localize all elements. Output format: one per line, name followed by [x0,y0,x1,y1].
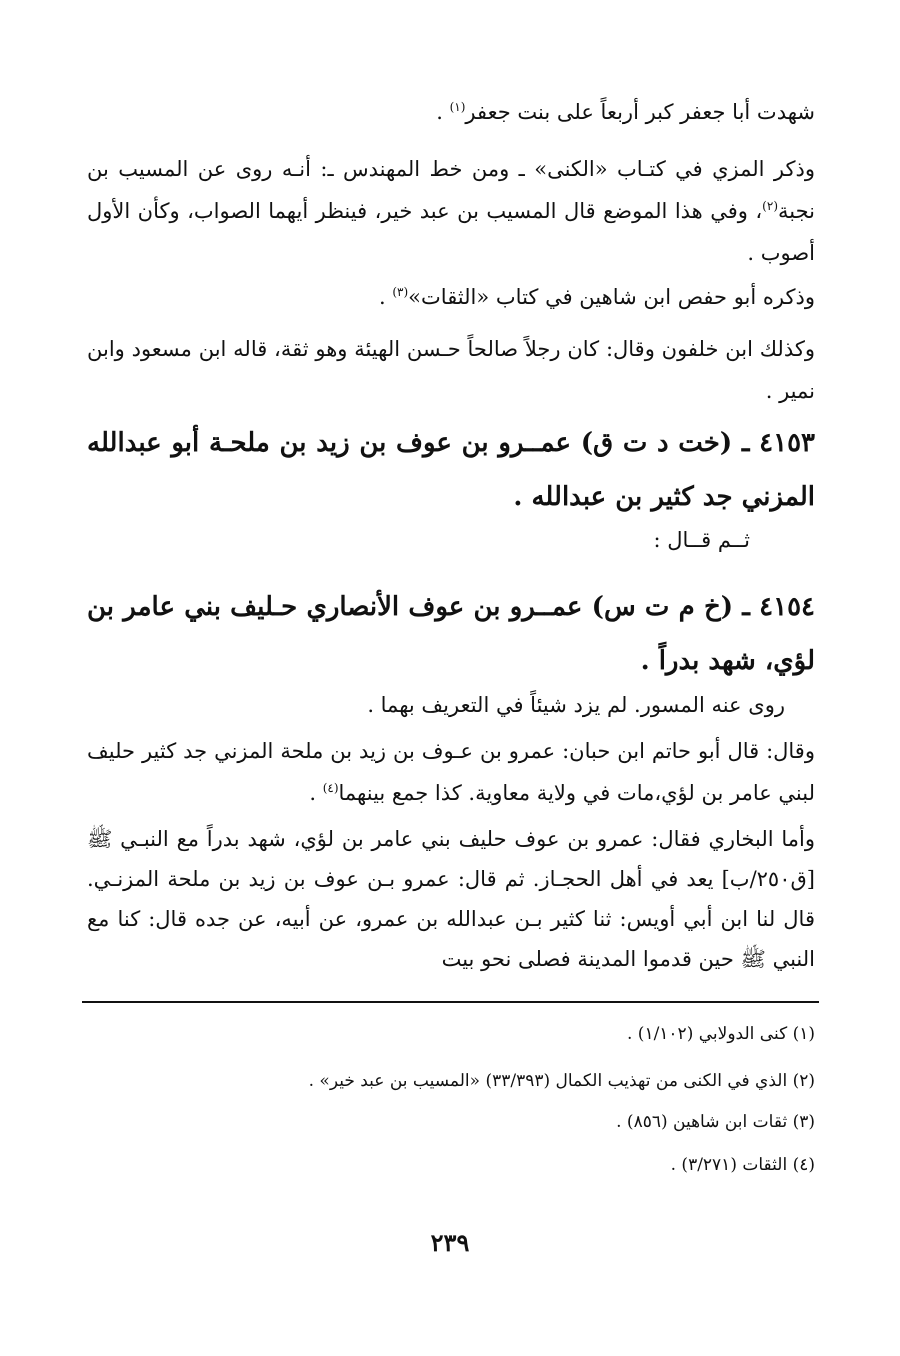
paragraph-2-text-a: وذكر المزي في كتـاب «الكنى» ـ ومن خط المهندس ـ: أنـه روى عن المسيب بن نجبة [87,157,815,223]
footnote-ref-3: (٣) [392,285,409,299]
footnote-3-text: (٣) ثقات ابن شاهين (٨٥٦) . [616,1112,815,1132]
footnote-ref-1: (١) [449,100,466,114]
footnote-divider [82,1001,819,1003]
paragraph-6 [87,683,785,728]
footnote-4-text: (٤) الثقات (٣/٢٧١) . [670,1155,815,1175]
paragraph-2 [87,148,815,274]
paragraph-3-end: . [378,285,393,309]
entry-heading-4154 [87,580,815,688]
paragraph-4 [87,328,815,412]
paragraph-1-text: شهدت أبا جعفر كبر أربعاً على بنت جعفر [465,100,815,124]
paragraph-3 [87,275,815,320]
entry-heading-4153 [87,416,815,524]
paragraph-4-text: وكذلك ابن خلفون وقال: كان رجلاً صالحاً حـسن الهيئة وهو ثقة، قاله ابن مسعود وابن نمير . [87,337,815,403]
paragraph-8-text: وأما البخاري فقال: عمرو بن عوف حليف بني عامر بن لؤي، شهد بدراً مع النبـي ﷺ [ق٢٥٠/ب] يعد في أهل الحجـاز. ثم قال: عمرو بـن عوف بن زيد بن ملحة المزنـي. قال لنا ابن أبي أويس: ثنا كثير بـن عبدالله بن عمرو، عن أبيه، عن جده قال: كنا مع النبي ﷺ حين قدموا المدينة فصلى نحو بيت [87,827,815,971]
paragraph-1 [87,90,815,135]
footnote-ref-4: (٤) [322,781,339,795]
paragraph-5 [87,518,750,563]
footnote-ref-2: (٢) [762,199,778,213]
footnote-3 [87,1109,815,1135]
paragraph-1-end: . [436,100,450,124]
paragraph-2-text-b: ، وفي هذا الموضع قال المسيب بن عبد خير، فينظر أيهما الصواب، وكأن الأول أصوب . [87,199,815,265]
footnote-2 [87,1068,815,1094]
paragraph-7 [87,730,815,814]
paragraph-8 [87,819,815,979]
footnote-1-text: (١) كنى الدولابي (١/١٠٢) . [626,1024,815,1044]
paragraph-5-text: ثــم قــال : [653,528,750,552]
footnote-2-text: (٢) الذي في الكنى من تهذيب الكمال (٣٣/٣٩٣) «المسيب بن عبد خير» . [308,1071,815,1091]
footnote-4 [87,1152,815,1178]
paragraph-6-text: روى عنه المسور. لم يزد شيئاً في التعريف بهما . [367,693,785,717]
footnote-1 [87,1021,815,1047]
paragraph-3-text: وذكره أبو حفص ابن شاهين في كتاب «الثقات» [408,285,815,309]
paragraph-7-text: وقال: قال أبو حاتم ابن حبان: عمرو بن عـوف بن زيد بن ملحة المزني جد كثير حليف لبني عامر بن لؤي،مات في ولاية معاوية. كذا جمع بينهما [87,739,815,805]
entry-heading-4153-text: ٤١٥٣ ـ (خت د ت ق) عمــرو بن عوف بن زيد بن ملحـة أبو عبدالله المزني جد كثير بن عبدالله . [87,428,815,512]
paragraph-7-end: . [309,781,323,805]
page-number: ٢٣٩ [430,1228,470,1257]
entry-heading-4154-text: ٤١٥٤ ـ (خ م ت س) عمــرو بن عوف الأنصاري حـليف بني عامر بن لؤي، شهد بدراً . [87,592,815,676]
